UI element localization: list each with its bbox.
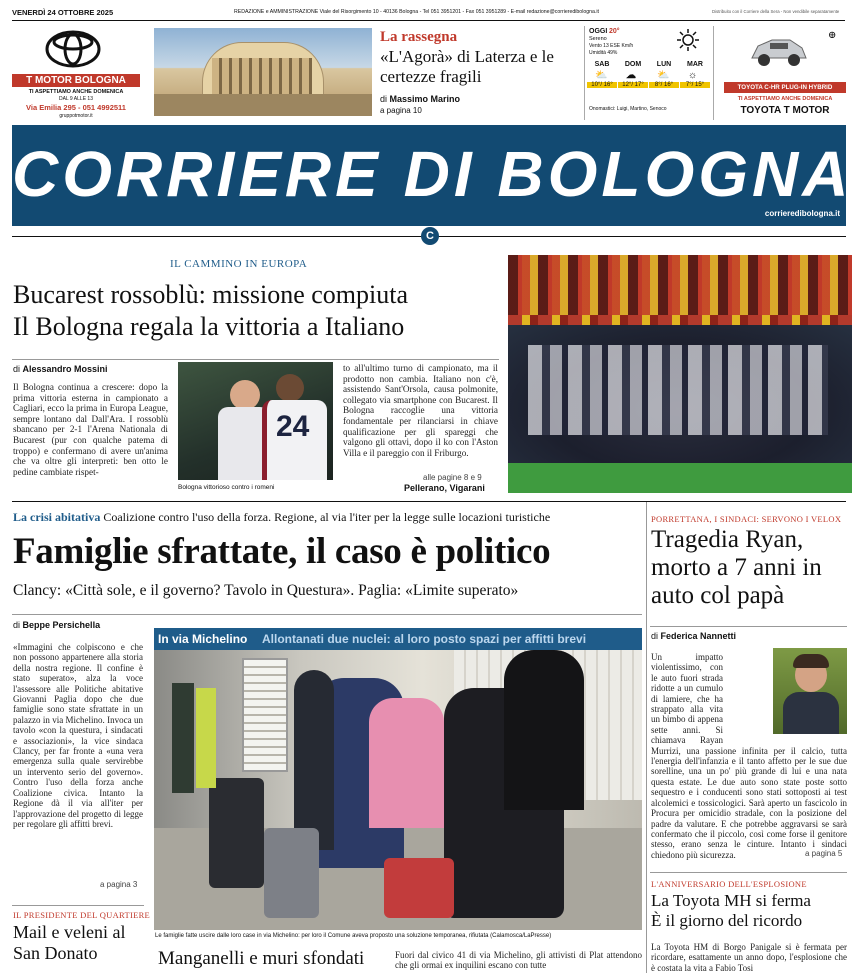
lead-authors-2: Pellerano, Vigarani — [404, 483, 485, 493]
toyota-kicker: L'ANNIVERSARIO DELL'ESPLOSIONE — [651, 879, 807, 889]
teaser-title[interactable]: «L'Agorà» di Laterza e le certezze fragili — [380, 47, 554, 86]
lead-byline: di Alessandro Mossini — [13, 364, 108, 374]
ryan-page-ref[interactable]: a pagina 5 — [805, 849, 843, 858]
bottom-left-divider — [12, 905, 144, 906]
lead-photo-caption: Bologna vittorioso contro i romeni — [178, 484, 275, 491]
partly-cloudy-icon: ⛅ — [657, 70, 670, 81]
masthead-title[interactable]: CORRIERE DI BOLOGNA — [12, 138, 853, 210]
crisis-summary: Coalizione contro l'uso della forza. Regione, al via l'iter per la legge sulle locazioni turistiche — [103, 510, 551, 524]
issue-date: VENERDÌ 24 OTTOBRE 2025 — [12, 8, 114, 17]
right-ad-brand: TOYOTA T MOTOR — [740, 105, 830, 116]
weather-today-temp: 20° — [609, 28, 620, 35]
saints-of-day: Onomastici: Luigi, Martino, Senoco — [589, 106, 667, 112]
cloud-icon: ☁ — [626, 70, 636, 81]
weather-box — [584, 26, 714, 120]
crisis-kicker: La crisi abitativa — [13, 510, 101, 524]
lead-team-photo — [508, 255, 852, 493]
crisis-author: Beppe Persichella — [22, 620, 101, 630]
lead-author: Alessandro Mossini — [22, 364, 108, 374]
crisis-summary-line — [13, 510, 550, 525]
bottom-center-headline[interactable]: Manganelli e muri sfondati — [158, 948, 365, 969]
crisis-body: «Immagini che colpiscono e che non possono appartenere alla storia della nostra regione. Il confine è stato superato», alza la voce l'assessore alle Politiche abitative Giovanni Paglia dopo che due famiglie sono state sfrattate in un palazzo in via Michelino. Invoca un tavolo «con la questura, i sindacati e associazioni», la vice sindaca Clancy, per far fronte a «una vera emergenza sulla quale servirebbe un intervento serio del governo». Contro l'uso della forza anche Coalizione civica. Intanto la Regione dà il via all'iter per l'approvazione del progetto di legge per regolare gli affitti brevi. — [13, 642, 143, 829]
weather-desc: Sereno — [589, 36, 607, 42]
ad-line-2: DAL 9 ALLE 13 — [58, 96, 93, 102]
partly-cloudy-icon: ⛅ — [595, 70, 608, 81]
sun-small-icon: ☼ — [688, 70, 698, 81]
weather-day-tue: MAR ☼ 7°/ 15° — [680, 61, 710, 88]
lead-headline-2[interactable]: Il Bologna regala la vittoria a Italiano — [13, 312, 405, 341]
crisis-byline: di Beppe Persichella — [13, 620, 101, 630]
crisis-photo-headline: Allontanati due nuclei: al loro posto spazi per affitti brevi — [262, 632, 587, 646]
crisis-subhead: Clancy: «Città sole, e il governo? Tavolo in Questura». Paglia: «Limite superato» — [13, 582, 519, 599]
lead-headline-1[interactable]: Bucarest rossoblù: missione compiuta — [13, 280, 409, 309]
editorial-address: REDAZIONE e AMMINISTRAZIONE Viale del Risorgimento 10 - 40136 Bologna - Tel 051 3951201 - Fax 051 3951289 - E-mail redazione@corrieredibologna.it — [234, 9, 599, 15]
right-ad-model: TOYOTA C-HR PLUG-IN HYBRID — [724, 82, 846, 93]
crisis-divider — [12, 614, 642, 615]
toyota-small-logo: ⊕ — [828, 30, 837, 41]
crisis-photo — [154, 628, 642, 930]
ryan-divider — [650, 626, 847, 627]
left-ad[interactable] — [12, 26, 142, 120]
weather-day-sat: SAB ⛅ 10°/ 16° — [587, 61, 617, 88]
bottom-left-kicker: IL PRESIDENTE DEL QUARTIERE — [13, 910, 151, 920]
ad-url[interactable]: gruppotmotor.it — [59, 113, 93, 119]
masthead-url[interactable]: corrieredibologna.it — [764, 209, 840, 218]
weather-humidity: Umidità 49% — [589, 50, 618, 56]
toyota-headline-1[interactable]: La Toyota MH si ferma — [651, 891, 811, 910]
bottom-left-headline[interactable]: Mail e veleni al San Donato — [13, 922, 126, 963]
lead-divider — [12, 359, 499, 360]
lead-body-col1: Il Bologna continua a crescere: dopo la prima vittoria esterna in campionato a Cagliari, ecco la prima in Europa League, sempre lontano dal Dall'Ara. I rossoblù sbancano per 2-1 l'Arena Nationala di Bucarest (pur con qualche patema di troppo) e confermano di avere un'anima che va oltre gli interpreti: ben otto le pedine cambiate rispet- — [13, 382, 168, 477]
lead-body-col2: to all'ultimo turno di campionato, ma il prodotto non cambia. Italiano non c'è, assistendo Sant'Orsola, causa polmonite, collegato via smartphone con Bucarest. Il Bologna raccoglie una vittoria fondamentale per rilanciarsi in chiave qualificazione per gli spareggi che valgono gli ottavi, dopo il ko con l'Aston Villa e il pareggio con il Friburgo. — [343, 363, 498, 458]
lead-page-ref[interactable]: alle pagine 8 e 9 — [423, 473, 482, 482]
ryan-body: Un impatto violentissimo, con le auto fuori strada ridotte a un cumulo di lamiere, che ha strappato alla vita un bimbo di appena sette anni. Si chiamava Rayan Murrizi, una passione infinita per il calcio, tutta l'energia dell'infanzia e il tanto affetto per le sue due sorelline, una un po' più grande di lui e una nata questa estate. Le due auto sono state poste sotto sequestro e i conducenti sono stati sottoposti ai test alcolemici e tossicologici. Sarà aperto un fascicolo in Procura per omicidio stradale, con la posizione del padre da valutare. E che potrebbe aggravarsi se sarà confermato che il piccolo, così come forse il genitore stesso, erano senza le cinture. Intanto i sindaci chiedono più sicurezza. — [651, 652, 847, 860]
weather-day-sun: DOM ☁ 12°/ 17° — [618, 61, 648, 88]
teaser-byline: di Massimo Marino — [380, 94, 461, 104]
bottom-center-body: Fuori dal civico 41 di via Michelino, gli attivisti di Plat attendono che gli ormai ex inquilini escano con tutte — [395, 950, 642, 971]
ryan-author: Federica Nannetti — [660, 631, 737, 641]
toyota-body: La Toyota HM di Borgo Panigale si è fermata per ricordare, esattamente un anno dopo, l'esplosione che è costata la vita a Fabio Tosi — [651, 942, 847, 973]
right-ad-line: TI ASPETTIAMO ANCHE DOMENICA — [737, 96, 833, 102]
ad-brand: T MOTOR BOLOGNA — [12, 74, 140, 87]
teaser-photo — [154, 28, 372, 116]
jersey-number: 24 — [276, 410, 310, 443]
right-ad[interactable] — [724, 26, 846, 120]
ryan-kicker: PORRETTANA, I SINDACI: SERVONO I VELOX — [651, 514, 842, 524]
section-divider — [12, 501, 846, 502]
ad-address: Via Emilia 295 - 051 4992511 — [26, 103, 126, 112]
distribution-note: Distribuito con il Corriere della Sera - Non vendibile separatamente — [712, 9, 840, 14]
lead-kicker: IL CAMMINO IN EUROPA — [170, 258, 308, 270]
ryan-headline[interactable]: Tragedia Ryan, morto a 7 anni in auto col papà — [651, 526, 822, 609]
right-column-rule — [646, 502, 647, 973]
crisis-headline[interactable]: Famiglie sfrattate, il caso è politico — [13, 531, 551, 572]
ryan-byline: di Federica Nannetti — [651, 631, 737, 641]
toyota-logo — [45, 30, 101, 68]
car-image — [748, 32, 810, 70]
teaser-author: Massimo Marino — [389, 94, 461, 104]
toyota-headline-2[interactable]: È il giorno del ricordo — [651, 911, 803, 930]
crisis-photo-tag: In via Michelino — [158, 632, 248, 646]
weather-today-label: OGGI — [589, 28, 608, 35]
lead-small-photo — [178, 362, 333, 480]
masthead — [12, 125, 853, 226]
teaser-kicker: La rassegna — [380, 29, 458, 45]
ad-line-1: TI ASPETTIAMO ANCHE DOMENICA — [28, 89, 124, 95]
weather-wind: Vento 13 ESE Km/h — [589, 43, 634, 49]
weather-day-mon: LUN ⛅ 8°/ 16° — [649, 61, 679, 88]
crisis-photo-caption: Le famiglie fatte uscire dalle loro case in via Michelino: per loro il Comune aveva proposto una soluzione temporanea, rifiutata (Calamosca/LaPresse) — [155, 933, 552, 939]
toyota-divider — [650, 872, 847, 873]
masthead-badge: C — [421, 227, 439, 245]
teaser-page[interactable]: a pagina 10 — [380, 106, 422, 115]
top-bar — [12, 6, 845, 21]
crisis-page-ref[interactable]: a pagina 3 — [100, 880, 138, 889]
sun-icon — [677, 29, 699, 51]
